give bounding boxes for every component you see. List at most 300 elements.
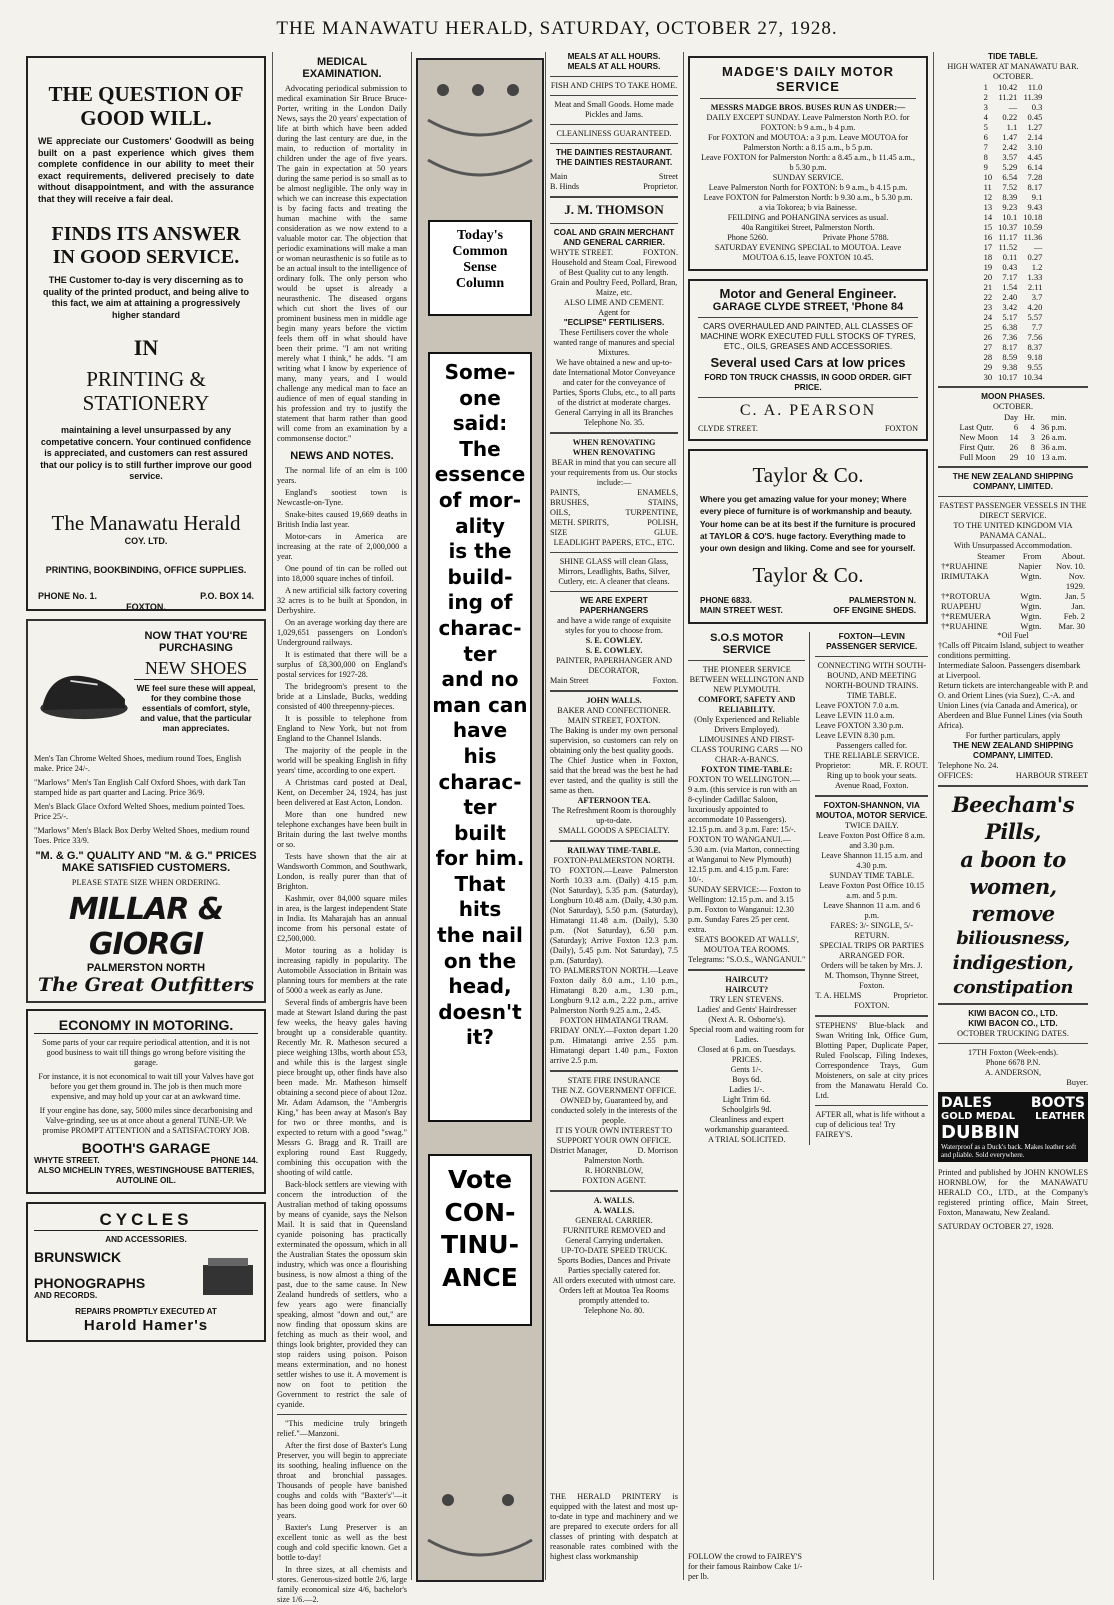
guarantee: "M. & G." QUALITY AND "M. & G." PRICES MAKE SATISFIED CUSTOMERS.: [35, 850, 257, 874]
news-item: A Christmas card posted at Deal, Kent, on December 24, 1924, has just been delivered at East Acton, London.: [277, 778, 407, 807]
beecham-line: a boon to: [960, 846, 1066, 872]
news-item: England's sootiest town is Newcastle-on-Tyne.: [277, 488, 407, 507]
ad-line: Household and Steam Coal, Firewood of Best Quality cut to any length.: [551, 257, 677, 277]
proprietor: Proprietor.: [643, 182, 678, 191]
ad-text: THE Customer to-day is very discerning as to quality of the printed product, and being alive to this fact, we aim at attaining a progressively higher standard: [42, 275, 249, 320]
ad-line: TO THE UNITED KINGDOM VIA PANAMA CANAL.: [953, 521, 1073, 540]
tide-row: 15 10.37 10.59: [983, 222, 1043, 232]
saying-line: Some-: [444, 360, 516, 384]
ad-title: THE QUESTION OF GOOD WILL.: [48, 82, 244, 131]
ad-text: For instance, it is not economical to wait till your Valves have got before you get them ground in. The job is then much more expensive, and may hold up your car at an awkward time.: [38, 1072, 254, 1101]
ad-heading: FOXTON TIME-TABLE:: [701, 765, 793, 775]
ad-line: Leave Shannon 11.15 a.m. and 4.30 p.m.: [821, 851, 923, 871]
firm-name: S. E. COWLEY.: [585, 645, 643, 655]
ad-heading: THE RELIABLE SERVICE.: [824, 751, 920, 761]
dales-logo: GOLD MEDAL: [941, 1110, 1016, 1122]
ad-line: 17TH Foxton (Week-ends).: [967, 1047, 1059, 1057]
ad-heading: BAKER AND CONFECTIONER.: [557, 705, 671, 715]
column-2: [277, 52, 407, 1604]
news-item: Tests have shown that the air at Wandsworth Common, and Southwark, London, is really purer than that of Brighton.: [277, 852, 407, 891]
price-item: Ladies 1/-.: [729, 1085, 765, 1095]
ad-line: The Baking is under my own personal supervision, so customers can rely on obtaining only the best quality goods.: [550, 725, 678, 755]
ad-text: WE feel sure these will appeal, for they combine those essentials of comfort, style, and value, that the particular man appreciates.: [136, 684, 256, 733]
ad-title: NEW SHOES: [134, 658, 258, 680]
brand-town: PALMERSTON NORTH: [86, 962, 206, 974]
tide-row: 20 7.17 1.33: [983, 272, 1043, 282]
baxter-text: In three sizes, at all chemists and stores. Generous-sized bottle 2/6, large family economical size 4/6, bachelor's size 1/6.—2.: [277, 1565, 407, 1604]
addr: WHYTE STREET.: [550, 247, 614, 257]
ad-line: SEATS BOOKED AT WALLS', MOUTOA TEA ROOMS.: [694, 935, 799, 955]
article-text: Advocating periodical submission to medical examination Sir Bruce Bruce-Porter, writing in the London Daily News, says the 20 years' expectation of life at birth which have been added during the last century are due, in the main, to reduction of mortality in children under the age of five years. The gain in expectation at 50 years during the same period is so small as to be almost negligible. The only way in which we can increase this expectation is by facing facts and treating the human machine with the same consideration as we now extend to a valuable motor car. The objection that periodic examinations will make a man or woman neurasthenic is so futile as to be an actual insult to the intelligence of ordinary folk. The only person who would be upset is already a neurasthenic. The diseased organs which cut short the lives of our prominent business men in middle age begin many years before the victim feels them off in what should have been their prime. "I am not writing merely what I think," he adds. "I am writing what I know by experience of many, many years, and I would challenge any medical man to face an audience of men of equal standing in his profession and try to justify the statement that harm rather than good will come from an examination by a commonsense doctor.": [277, 84, 407, 443]
ad-line: Telegrams: "S.O.S., WANGANUI.": [688, 955, 806, 965]
ad-line: D. Morrison: [637, 1145, 678, 1155]
ad-heading: SUNDAY SERVICE.: [772, 173, 844, 182]
box-line: Today's: [456, 228, 504, 243]
dales-dubbin-ad: [938, 1092, 1088, 1162]
dales-logo: BOOTS: [1030, 1094, 1085, 1111]
ad-line: The Chief Justice when in Foxton, said that the bread was the best he had ever tasted, and the quality is still the same as then.: [550, 755, 678, 795]
pearson-garage-ad: [688, 279, 928, 441]
addr: Main: [550, 172, 568, 181]
ad-heading: FOXTON-PALMERSTON NORTH.: [553, 855, 675, 865]
ad-line: General Carrying in all its Branches Telephone No. 35.: [555, 407, 673, 427]
ad-line: THE PIONEER SERVICE BETWEEN WELLINGTON AND NEW PLYMOUTH.: [689, 665, 804, 695]
saying-box: [428, 352, 532, 1122]
ad-heading: AFTERNOON TEA.: [577, 795, 651, 805]
tide-row: 25 6.38 7.7: [983, 322, 1043, 332]
saying-line: doesn't: [438, 999, 522, 1024]
ad-line: FOXTON TO WELLINGTON.— 9 a.m. (this service is run with an 8-cylinder Cadillac Saloon, luxuriously appointed to accommodate 10 Passengers). 12.15 p.m. and 3 p.m. Fare: 15/-.: [688, 775, 800, 835]
ad-title: CYCLES: [34, 1210, 258, 1231]
time-item: Leave FOXTON 7.0 a.m.: [815, 701, 899, 711]
ad-line: SUNDAY SERVICE:— Foxton to Wellington: 12.15 p.m. and 3.15 p.m. Foxton to Wanganui: 12.30 p.m. Sunday Fares 25 per cent. extra.: [688, 885, 801, 935]
tide-row: 26 7.36 7.56: [983, 332, 1043, 342]
ad-line: (Only Experienced and Reliable Drivers Employed).: [694, 715, 800, 735]
tide-row: 22 2.40 3.7: [983, 292, 1043, 302]
news-item: One pound of tin can be rolled out into 18,000 square inches of tinfoil.: [277, 564, 407, 583]
taylor-furniture-ad: [688, 449, 928, 624]
ad-line: A. ANDERSON,: [984, 1067, 1042, 1077]
ad-heading: THE NEW ZEALAND SHIPPING COMPANY, LIMITED.: [952, 472, 1074, 491]
vote-line: TINU-: [441, 1230, 519, 1259]
price-item: Gents 1/-.: [730, 1065, 763, 1075]
saying-line: his: [463, 743, 497, 768]
ad-line: FORD TON TRUCK CHASSIS, IN GOOD ORDER. GIFT PRICE.: [704, 373, 912, 392]
tide-row: 13 9.23 9.43: [983, 202, 1043, 212]
ad-line: THE NEW ZEALAND SHIPPING COMPANY, LIMITED.: [952, 741, 1074, 760]
beecham-line: Beecham's: [951, 792, 1075, 817]
ad-line: *Oil Fuel: [997, 631, 1029, 640]
column-1: [26, 52, 266, 1580]
ad-heading: FINDS ITS ANSWER IN GOOD SERVICE.: [51, 223, 241, 269]
baxter-text: Baxter's Lung Preserver is an excellent tonic as well as the best cough and cold specific known. Get a bottle to-day!: [277, 1523, 407, 1562]
ad-line: CARS OVERHAULED AND PAINTED, ALL CLASSES OF MACHINE WORK EXECUTED FULL STOCKS OF TYRES, ETC., OILS, GREASES AND ACCESSORIES.: [700, 322, 916, 351]
fairey-tea-ad: AFTER all, what is life without a cup of delicious tea! Try FAIREY'S.: [815, 1110, 925, 1140]
ad-line: Ring up to book your seats. Avenue Road, Foxton.: [826, 771, 917, 791]
shop-name: Harold Hamer's: [83, 1317, 209, 1334]
ad-line: Orders left at Moutoa Tea Rooms promptly attended to.: [559, 1285, 669, 1305]
saying-line: on the: [443, 948, 517, 973]
ad-heading: TRY LEN STEVENS.: [709, 995, 784, 1005]
ad-line: DAILY EXCEPT SUNDAY. Leave Palmerston North P.O. for FOXTON: b 9 a.m., b 4 p.m.: [706, 113, 910, 132]
ad-line: HARBOUR STREET: [1015, 771, 1088, 780]
masthead: THE MANAWATU HERALD, SATURDAY, OCTOBER 27, 1928.: [276, 18, 838, 39]
common-sense-column: [416, 58, 544, 1582]
tide-row: 18 0.11 0.27: [983, 252, 1043, 262]
common-sense-box: [428, 220, 532, 316]
ad-heading: TWICE DAILY.: [844, 821, 899, 831]
tide-row: 10 6.54 7.28: [983, 172, 1043, 182]
dales-logo: DALES: [941, 1094, 993, 1111]
ad-line: Grain and Poultry Feed, Pollard, Bran, Maize, etc.: [550, 277, 678, 297]
follow-block: [688, 1552, 808, 1582]
bottom-row: [688, 632, 928, 1145]
dales-logo: LEATHER: [1035, 1110, 1085, 1122]
shoe-item: "Marlows" Men's Tan English Calf Oxford Shoes, with dark Tan stamped hide as part quarter and Lacing. Price 36/9.: [34, 778, 246, 797]
stock-item: SIZE: [550, 527, 568, 537]
ad-line: These Fertilisers cover the whole wanted range of manures and special Mixtures.: [553, 327, 675, 357]
saying-line: one: [459, 385, 501, 410]
ad-heading: PRINTING & STATIONERY: [82, 366, 210, 415]
brand-tagline: The Great Outfitters: [38, 974, 254, 996]
ad-line: FURNITURE REMOVED and General Carrying undertaken.: [562, 1225, 666, 1245]
addr: FOXTON: [884, 424, 918, 433]
ad-heading: WHEN RENOVATING: [572, 447, 656, 457]
beecham-line: biliousness,: [956, 928, 1070, 950]
ad-heading: PRICES.: [731, 1055, 762, 1065]
quote: "This medicine truly bringeth relief."—Manzoni.: [277, 1419, 407, 1438]
ad-heading: MESSRS MADGE BROS. BUSES RUN AS UNDER:—: [710, 103, 906, 112]
ad-line: Ladies' and Gents' Hairdresser (Next A. R. Osborne's).: [696, 1005, 797, 1025]
price-item: Schoolgirls 9d.: [721, 1105, 772, 1115]
stock-item: BRUSHES,: [550, 497, 589, 507]
ad-line: AND RECORDS.: [34, 1291, 98, 1300]
ad-line: a via Tokorea; b via Bainesse.: [759, 203, 857, 212]
ad-line: Leave Foxton Post Office 8 a.m. and 3.30 p.m.: [818, 831, 925, 851]
issue-date: SATURDAY OCTOBER 27, 1928.: [938, 1222, 1054, 1232]
ad-line: BEAR in mind that you can secure all your requirements from us. Our stocks include:—: [550, 457, 678, 487]
news-item: The majority of the people in the world will be speaking English in fifty years' time, according to one expert.: [277, 746, 407, 775]
ad-line: Sports Bodies, Dances and Private Parties specially catered for.: [557, 1255, 671, 1275]
saying-line: The: [459, 436, 501, 461]
ad-heading: KIWI BACON CO., LTD.: [968, 1018, 1058, 1028]
tide-row: 8 3.57 4.45: [983, 152, 1043, 162]
imprint: Printed and published by JOHN KNOWLES HORNBLOW, for the MANAWATU HERALD CO., LTD., at the Company's registered printing office, Main Street, Foxton, Manawatu, New Zealand.: [938, 1168, 1088, 1218]
tide-row: 28 8.59 9.18: [983, 352, 1043, 362]
tide-row: 29 9.38 9.55: [983, 362, 1043, 372]
garage-extra: ALSO MICHELIN TYRES, WESTINGHOUSE BATTERIES, AUTOLINE OIL.: [37, 1166, 255, 1185]
ad-heading: COMFORT, SAFETY AND RELIABILITY.: [698, 695, 796, 715]
ad-line: Agent for: [598, 307, 630, 317]
news-item: Several finds of ambergris have been made at Stewart Island during the past few weeks, the heavy gales having brought up a considerable quantity. Recently Mr. R. Matheson secured a piece weighing 13lbs, worth about £53, and while this is the largest single piece brought up, other finds have also been made. Mr. Matheson himself obtaining a second piece of about 12oz. Mr. Adam Adamson, the "Ambergris King," has been away at Mason's Bay for two or three months, and is expected to return with a good "swag." Messrs G. Bragg and R. Traill are exploring round East Ruggedy, combining this occupation with the shooting of wild cattle.: [277, 998, 407, 1177]
stock-item: POLISH,: [647, 517, 678, 527]
stock-item: OILS,: [550, 507, 571, 517]
ad-title: Taylor & Co.: [752, 463, 864, 487]
fairey-cake-ad: FOLLOW the crowd to FAIREY'S for their famous Rainbow Cake 1/- per lb.: [688, 1552, 803, 1581]
ad-line: Telephone No. 24.: [938, 761, 999, 770]
price-item: Boys 6d.: [732, 1075, 762, 1085]
beecham-line: women,: [969, 873, 1057, 899]
vote-line: ANCE: [442, 1262, 518, 1292]
garage-street: WHYTE STREET.: [34, 1156, 100, 1165]
ad-text: WE appreciate our Customers' Goodwill as being built on a past experience which gives them complete confidence in our ability to meet their exact requirements, delivered precisely to date without disappointment, and with the assurance that they will receive a fair deal.: [38, 136, 254, 204]
news-item: Motor touring as a holiday is increasing rapidly in popularity. The Automobile Association in Britain was planning tours for members at the rate of 5000 a week as early as June.: [277, 946, 407, 995]
town: FOXTON.: [126, 602, 166, 613]
ad-heading: SUNDAY TIME TABLE.: [829, 871, 915, 881]
state-fire-ad: [550, 1076, 678, 1186]
ad-line: FOXTON.: [854, 1001, 890, 1011]
saying-lines: [430, 360, 530, 1051]
ad-heading: MOON PHASES.: [981, 392, 1045, 401]
tide-table: [938, 52, 1088, 382]
moon-rows: [956, 412, 1069, 462]
ad-line: The Refreshment Room is thoroughly up-to-date.: [551, 805, 677, 825]
news-item: Back-block settlers are viewing with concern the introduction of the Australian method of taking opossums by means of cyanide, says the Nelson Mail. It is said that in Queensland cyanide poisoning has practically exterminated the opossum, which in all the Australian States the opossum skin industry, which was once a flourishing business, is now almost a thing of the past, due to the same cause. In New Zealand hundreds of settlers, who a few years ago were financially speaking, almost "down and out," are now finding that opossum skins are fetching as much as their wool, and things look brighter, provided they can stop raiders using poison. Poison means extermination, and no honest settler wishes to use it. A movement is now on foot to petition the Government to restrict the sale of cyanide.: [277, 1180, 407, 1409]
ad-heading: A. WALLS.: [593, 1195, 635, 1205]
stock-item: STAINS,: [647, 497, 678, 507]
box-line: Sense: [463, 260, 497, 276]
tide-row: 21 1.54 2.11: [983, 282, 1043, 292]
ship-row: RUAPEHU Wgtn. Jan.: [941, 601, 1085, 611]
ad-line: ALSO LIME AND CEMENT.: [564, 297, 664, 307]
shipping-ad: [938, 472, 1088, 781]
walls-bakery-ad: [550, 696, 678, 836]
ad-line: Return tickets are interchangeable with P. and O. and Orient Lines (via Suez), C.-A. and Union Lines (via Canada and America), or Aberdeen and Blue Funnel Lines (via South Africa).: [938, 681, 1088, 730]
firm-name: S. E. COWLEY.: [585, 635, 643, 645]
ad-line: Intermediate Saloon. Passengers disembark at Liverpool.: [938, 661, 1081, 680]
ad-line: SHINE GLASS will clean Glass, Mirrors, Leadlights, Baths, Silver, Cutlery, etc. A cleaner that cleans.: [558, 556, 670, 586]
walls-carrier-ad: [550, 1196, 678, 1316]
news-item: More than one hundred new telephone exchanges have been built in Britain during the last twelve months or so.: [277, 810, 407, 849]
ship-row: 1929.: [1065, 581, 1085, 591]
ad-heading: HAIRCUT?: [725, 985, 769, 995]
saying-line: ing of: [447, 590, 513, 615]
ad-heading: MEALS AT ALL HOURS.: [567, 62, 661, 71]
ad-heading: Several used Cars at low prices: [710, 355, 906, 370]
ad-line: UP-TO-DATE SPEED TRUCK.: [560, 1245, 668, 1255]
ad-line: A TRIAL SOLICITED.: [707, 1135, 786, 1145]
tide-row: 27 8.17 8.37: [983, 342, 1043, 352]
ad-line: †Calls off Pitcairn Island, subject to weather conditions permitting.: [938, 641, 1084, 660]
ship-row: †*RUAHINE Napier Nov. 10.: [941, 561, 1085, 571]
addr: Main Street: [550, 675, 589, 685]
ad-heading: THE N.Z. GOVERNMENT OFFICE.: [551, 1085, 677, 1095]
ad-heading: HAIRCUT?: [725, 975, 769, 985]
ad-text: Where you get amazing value for your money; Where every piece of furniture is of workmanship and beauty. Your home can be at its best if the furniture is procured at TAYLOR & CO'S. huge factory. Everything made to your own design and liking. Come and see for yourself.: [700, 495, 916, 554]
saying-line: hits: [458, 897, 502, 922]
tide-row: 6 1.47 2.14: [983, 132, 1043, 142]
news-item: The bridegroom's present to the bride at a Linslade, Bucks, wedding consisted of 400 threepenny-pieces.: [277, 682, 407, 711]
ad-heading: WHEN RENOVATING: [572, 437, 656, 447]
ad-line: FASTEST PASSENGER VESSELS IN THE DIRECT SERVICE.: [939, 501, 1087, 520]
dainties-ad: [550, 52, 678, 192]
month: OCTOBER.: [992, 72, 1034, 81]
ad-line: We have obtained a new and up-to-date International Motor Conveyance and cater for the conveyance of Parties, Sports Clubs, etc., to all parts of the district at moderate charges.: [552, 357, 676, 407]
stock-item: PAINTS,: [550, 487, 580, 497]
cycles-ad: [26, 1202, 266, 1342]
ad-heading: STATE FIRE INSURANCE: [567, 1075, 661, 1085]
tide-row: 11 7.52 8.17: [983, 182, 1043, 192]
stock-item: GLUE.: [654, 527, 678, 537]
ad-text: If your engine has done, say, 5000 miles since decarbonising and Valve-grinding, see us at once about a general TUNE-UP. We promise PROMPT ATTENTION and a SATISFACTORY JOB.: [39, 1106, 253, 1135]
saying-line: build-: [447, 564, 513, 589]
addr: MAIN STREET WEST.: [700, 606, 783, 616]
ad-line: OWNED by, Guaranteed by, and conducted solely in the interests of the people.: [551, 1095, 677, 1125]
ad-line: SMALL GOODS A SPECIALTY.: [558, 825, 670, 835]
timetable-text: TO PALMERSTON NORTH.—Leave Foxton daily 8.0 a.m., 1.10 p.m., Himatangi 8.20 a.m., 1.30 p.m., Longburn 9.12 a.m., 2.22 p.m., arrive Palmerston North 9.25 a.m., 2.45.: [550, 965, 678, 1015]
tide-row: 23 3.42 4.20: [983, 302, 1043, 312]
tide-row: 4 0.22 0.45: [983, 112, 1043, 122]
ad-heading: JOHN WALLS.: [586, 695, 642, 705]
saying-line: it?: [465, 1025, 495, 1050]
ad-line: CLEANLINESS GUARANTEED.: [556, 129, 672, 138]
firm-name: C. A. PEARSON: [739, 402, 877, 419]
ad-text: Some parts of your car require periodical attention, and it is not good business to wait till things go wrong before visiting the garage.: [42, 1038, 250, 1067]
ad-line: Proprietor:: [815, 761, 851, 771]
phone: Private Phone 5788.: [822, 233, 889, 242]
ad-heading: TIDE TABLE.: [988, 52, 1038, 61]
ad-line: REPAIRS PROMPTLY EXECUTED AT: [75, 1307, 217, 1316]
beecham-line: indigestion,: [952, 951, 1074, 974]
ad-line: SPECIAL TRIPS OR PARTIES ARRANGED FOR.: [819, 941, 924, 961]
news-item: The normal life of an elm is 100 years.: [277, 466, 407, 485]
beecham-line: constipation: [953, 976, 1073, 998]
ship-row: †*REMUERA Wgtn. Feb. 2: [941, 611, 1085, 621]
ad-line: All orders executed with utmost care.: [552, 1275, 676, 1285]
restaurant-name: THE DAINTIES RESTAURANT.: [555, 148, 673, 157]
shoe-item: Men's Black Glace Oxford Welted Shoes, medium pointed Toes. Price 25/-.: [34, 802, 245, 821]
firm-name: The Manawatu Herald: [51, 510, 241, 535]
vote-line: Vote: [447, 1165, 513, 1194]
ad-title: Motor and General Engineer.: [719, 286, 897, 301]
ship-row: †*RUAHINE Wgtn. Mar. 30: [941, 621, 1085, 631]
addr: Street: [658, 172, 678, 181]
column-4: [550, 52, 678, 1580]
ad-line: District Manager,: [550, 1145, 608, 1155]
restaurant-name: THE DAINTIES RESTAURANT.: [555, 158, 673, 167]
tide-row: 30 10.17 10.34: [983, 372, 1043, 382]
moon-row: Full Moon 29 10 13 a.m.: [959, 452, 1067, 462]
article-heading: NEWS AND NOTES.: [290, 450, 394, 462]
kiwi-bacon-ad: [938, 1009, 1088, 1088]
shoe-illustration-icon: [34, 630, 134, 750]
ad-line: Proprietor.: [893, 991, 928, 1001]
phone: PHONE No. 1.: [38, 590, 98, 601]
madge-motor-ad: [688, 56, 928, 271]
printery-block: [550, 1492, 678, 1562]
saying-line: have: [452, 718, 508, 743]
ad-title: Taylor & Co.: [752, 563, 864, 588]
merchant-name: J. M. THOMSON: [564, 202, 664, 217]
printery-ad: THE HERALD PRINTERY is equipped with the latest and most up-to-date in type and machinery and we are prepared to execute orders for all classes of printing with despatch at reasonable rates combined with the highest class workmanship: [550, 1492, 678, 1561]
moon-phases: [938, 392, 1088, 462]
ad-line: Leave Palmerston North for FOXTON: b 9 a.m., b 4.15 p.m.: [708, 183, 908, 192]
saying-line: ality: [455, 513, 505, 538]
ad-line: FARES: 3/- SINGLE, 5/- RETURN.: [830, 921, 914, 941]
shoe-item: "Marlows" Men's Black Box Derby Welted Shoes, medium round Toes. Price 33/9.: [34, 826, 250, 845]
saying-line: man can: [432, 692, 528, 717]
saying-line: and no: [441, 667, 519, 692]
dales-text: Waterproof as a Duck's back. Makes leather soft and pliable. Sold everywhere.: [941, 1142, 1077, 1159]
ad-line: CONNECTING WITH SOUTH-BOUND, AND MEETING NORTH-BOUND TRAINS.: [817, 661, 926, 691]
tide-row: 9 5.29 6.14: [983, 162, 1043, 172]
ad-lead: NOW THAT YOU'RE PURCHASING: [144, 630, 248, 654]
garage-phone: PHONE 144.: [210, 1156, 258, 1165]
phonograph-icon: [198, 1250, 258, 1300]
ad-title: MADGE'S DAILY MOTOR SERVICE: [721, 64, 895, 94]
news-item: A new artificial silk factory covering 32 acres is to be built at Spondon, in Derbyshire.: [277, 586, 407, 615]
saying-line: for him.: [435, 846, 525, 871]
vote-line: CON-: [444, 1197, 516, 1227]
stock-item: LEADLIGHT PAPERS, ETC., ETC.: [553, 537, 675, 547]
ad-heading: MEALS AT ALL HOURS.: [567, 52, 661, 61]
dales-logo: DUBBIN: [941, 1121, 1020, 1143]
ad-heading: HIGH WATER AT MANAWATU BAR.: [947, 62, 1079, 71]
time-item: Leave LEVIN 8.30 p.m.: [815, 731, 896, 741]
ad-title: S.O.S MOTOR SERVICE: [710, 632, 784, 657]
moon-row: New Moon 14 3 26 a.m.: [959, 432, 1067, 442]
note: PLEASE STATE SIZE WHEN ORDERING.: [71, 878, 221, 887]
thomson-ad: [550, 202, 678, 428]
saying-line: of mor-: [438, 487, 522, 512]
stock-item: ENAMELS,: [637, 487, 678, 497]
tide-row: 3 — 0.3: [983, 102, 1043, 112]
tide-row: 24 5.17 5.57: [983, 312, 1043, 322]
tide-row: 7 2.42 3.10: [983, 142, 1043, 152]
ad-title: ECONOMY IN MOTORING.: [34, 1017, 258, 1034]
ad-line: FOXTON AGENT.: [582, 1175, 646, 1185]
tide-row: 2 11.21 11.39: [983, 92, 1043, 102]
ad-sub: AND ACCESSORIES.: [105, 1235, 187, 1244]
ad-title: FOXTON-SHANNON, VIA MOUTOA, MOTOR SERVICE.: [815, 801, 928, 821]
baxter-text: After the first dose of Baxter's Lung Preserver, you will begin to appreciate its soothing, healing influence on the throat and bronchial passages. Thousands of people have banished coughs and colds with "Baxter's"—it has been doing good work for over 60 years.: [277, 1441, 407, 1520]
box-line: Common: [452, 244, 508, 260]
news-item: On an average working day there are 1,029,651 passengers on London's Underground railways.: [277, 618, 407, 647]
stephens-ad: STEPHENS' Blue-black and Swan Writing Ink, Office Gum, Blotting Paper, Duplicate Paper, Ruled Foolscap, Filing Indexes, Correspondence Trays, Gum Moisteners, on sale at city prices from the Manawatu Herald Co. Ltd.: [815, 1021, 928, 1101]
ad-line: "ECLIPSE" FERTILISERS.: [563, 317, 665, 327]
saying-line: charac-: [438, 615, 522, 640]
box-line: Column: [455, 276, 505, 292]
news-item: It is estimated that there will be a surplus of £8,300,000 on England's postal services for 1927-28.: [277, 650, 407, 679]
ad-line: Meat and Small Goods. Home made Pickles and Jams.: [554, 100, 674, 119]
railway-timetable: [550, 846, 678, 1066]
new-shoes-ad: [26, 619, 266, 1003]
brand-logo: MILLAR & GIORGI: [68, 892, 224, 962]
tide-row: 17 11.52 —: [983, 242, 1043, 252]
booths-garage-ad: [26, 1009, 266, 1194]
ad-line: Leave FOXTON for Palmerston North: a 8.45 a.m., b 11.45 a.m., b 5.30 p.m.: [701, 153, 915, 172]
moon-row-header: Day Hr. min.: [1003, 412, 1067, 422]
ad-line: SATURDAY EVENING SPECIAL to MOUTOA. Leave MOUTOA 6.15, leave FOXTON 10.45.: [714, 243, 902, 262]
tide-rows: [981, 82, 1046, 382]
ad-heading: FOXTON HIMATANGI TRAM.: [559, 1015, 669, 1025]
price-item: Light Trim 6d.: [722, 1095, 771, 1105]
ad-line: Passengers called for.: [836, 741, 908, 751]
saying-line: charac-: [438, 769, 522, 794]
ad-text: maintaining a level unsurpassed by any competative concern. Your continued confidence is appreciated, and customers can rest assured that our policy is to still further improve our good service.: [40, 425, 252, 482]
ad-heading: COAL AND GRAIN MERCHANT AND GENERAL CARRIER.: [553, 227, 675, 247]
ad-line: For FOXTON and MOUTOA: a 3 p.m. Leave MOUTOA for Palmerston North: a 8.15 a.m., b 5 p.m.: [708, 133, 908, 152]
saying-line: essence: [434, 462, 526, 487]
news-list: [277, 466, 407, 1410]
addr: OFF ENGINE SHEDS.: [833, 606, 916, 616]
ad-line: For further particulars, apply: [965, 731, 1061, 740]
saying-line: head,: [448, 974, 512, 999]
beecham-line: Pills,: [985, 819, 1041, 845]
ad-heading: GARAGE CLYDE STREET, 'Phone 84: [712, 301, 904, 313]
herald-goodwill-ad: [26, 56, 266, 611]
news-item: Motor-cars in America are increasing at the rate of 2,000,000 a year.: [277, 532, 407, 561]
